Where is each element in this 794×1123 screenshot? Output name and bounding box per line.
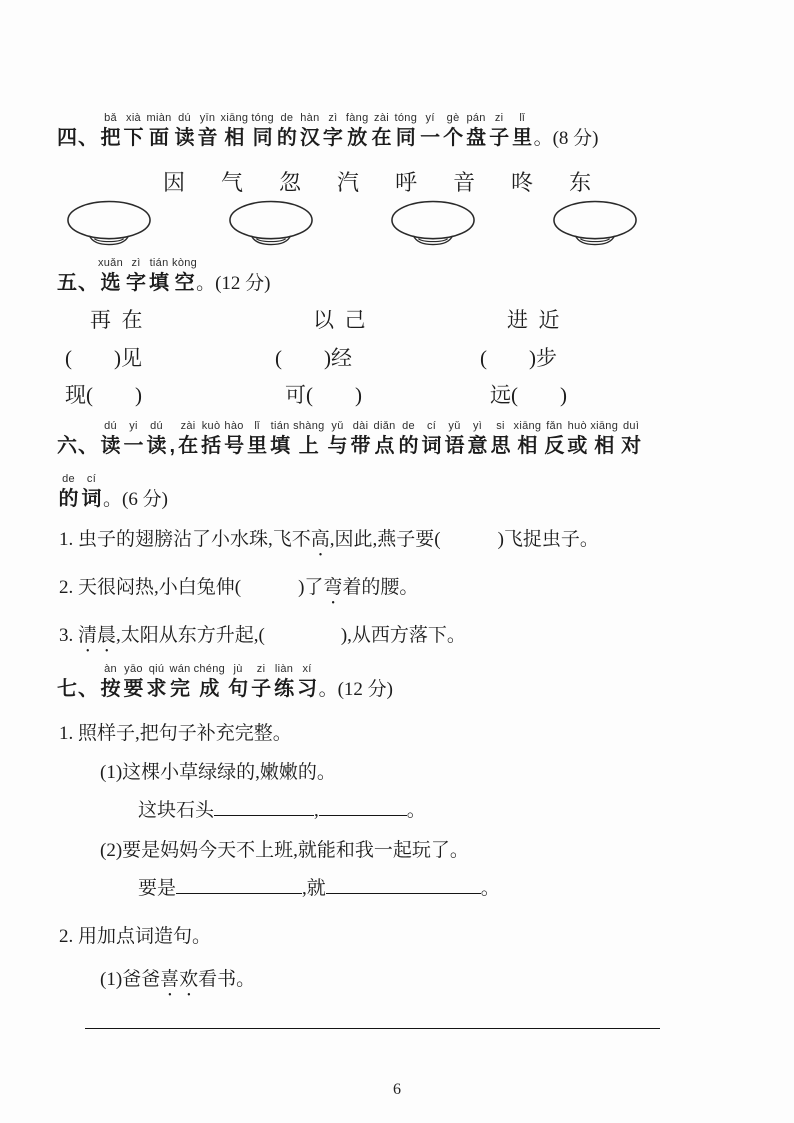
answer-line <box>85 1028 660 1029</box>
section-five-points: 。(12 分) <box>196 273 271 294</box>
section-six-title-line1 <box>57 420 760 457</box>
section-four <box>57 112 760 251</box>
sort-character: 呼 <box>395 170 418 195</box>
choice-column <box>480 308 760 408</box>
sentence-item: 1. 虫子的翅膀沾了小水珠,飞不高,因此,燕子要( )飞捉虫子。 <box>59 529 599 550</box>
section-five <box>57 257 760 408</box>
choice-options: 以 己 <box>313 308 366 332</box>
section-seven <box>57 663 760 1029</box>
section-four-plates <box>57 199 760 251</box>
section-five-number: 五、 <box>57 272 99 294</box>
plate-icon <box>390 199 476 249</box>
section-five-grid <box>57 308 760 408</box>
fill-blank-item: ( )见 <box>65 346 142 370</box>
sentence-item: 2. 天很闷热,小白兔伸( )了弯着的腰。 <box>59 577 419 598</box>
page-number: 6 <box>393 1081 401 1098</box>
example-sentence-1: (1)这棵小草绿绿的,嫩嫩的。 <box>100 762 336 783</box>
section-five-title-ruby: 选xuǎn字zì填tián空kòng <box>97 257 198 294</box>
fill-blank-item: 远( ) <box>490 383 567 407</box>
section-six-title-line2 <box>57 473 760 510</box>
choice-options: 进 近 <box>507 308 560 332</box>
sort-character: 忽 <box>279 170 302 195</box>
fill-blank-item: 现( ) <box>65 383 142 407</box>
plate-icon <box>66 199 152 249</box>
fill-blank-item: ( )步 <box>480 346 557 370</box>
section-six <box>57 420 760 657</box>
section-seven-title-ruby: 按àn要yāo求qiú完wán成chéng句jù子zi练liàn习xí <box>100 663 318 700</box>
example-sentence-2: (2)要是妈妈今天不上班,就能和我一起玩了。 <box>100 840 469 862</box>
section-seven-points: 。(12 分) <box>318 679 393 700</box>
exercise-item-1: 1. 照样子,把句子补充完整。 <box>59 723 292 744</box>
fill-blank-item: 可( ) <box>285 383 362 407</box>
choice-column <box>65 308 275 408</box>
section-four-number: 四、 <box>57 127 99 149</box>
section-four-points: 。(8 分) <box>533 128 599 149</box>
section-five-title <box>57 257 760 294</box>
section-six-points: 。(6 分) <box>103 489 168 510</box>
section-four-characters <box>57 171 760 195</box>
section-six-title-ruby2: 的de词cí <box>58 473 102 510</box>
choice-options: 再 在 <box>90 308 143 332</box>
sort-character: 东 <box>569 170 592 195</box>
example-sentence-3: (1)爸爸喜欢看书。 <box>100 969 256 991</box>
sort-character: 音 <box>453 170 476 195</box>
sort-character: 因 <box>163 170 186 195</box>
sort-character: 汽 <box>337 170 360 195</box>
section-six-title-ruby1: 读dú一yi读dú, 在zài括kuò号hào里lǐ填tián上shàng与yǔ带dài点diǎn的de词cí语yǔ意yì思si相xiāng反fǎn或huò相xiāng对duì <box>100 420 642 457</box>
section-seven-number: 七、 <box>57 678 99 700</box>
choice-column <box>275 308 480 408</box>
plate-icon <box>228 199 314 249</box>
sort-character: 气 <box>221 170 244 195</box>
fill-line-2: 要是 ,就 。 <box>57 875 760 903</box>
exercise-item-2: 2. 用加点词造句。 <box>59 926 212 948</box>
plate-icon <box>552 199 638 249</box>
fill-blank-item: ( )经 <box>275 346 352 370</box>
sentence-item: 3. 清晨,太阳从东方升起,( ),从西方落下。 <box>59 625 466 646</box>
section-six-number: 六、 <box>57 435 99 457</box>
section-six-sentences <box>57 527 760 657</box>
sort-character: 咚 <box>511 170 534 195</box>
section-four-title-ruby: 把bǎ下xià面miàn读dú音yīn相xiāng同tóng的de汉hàn字zì放fàng在zài同tóng一yí个gè盘pán子zi里lǐ <box>100 112 533 149</box>
worksheet-content <box>57 112 760 1029</box>
section-seven-title <box>57 663 760 700</box>
fill-line-1: 这块石头 , 。 <box>57 797 760 825</box>
section-four-title <box>57 112 760 149</box>
